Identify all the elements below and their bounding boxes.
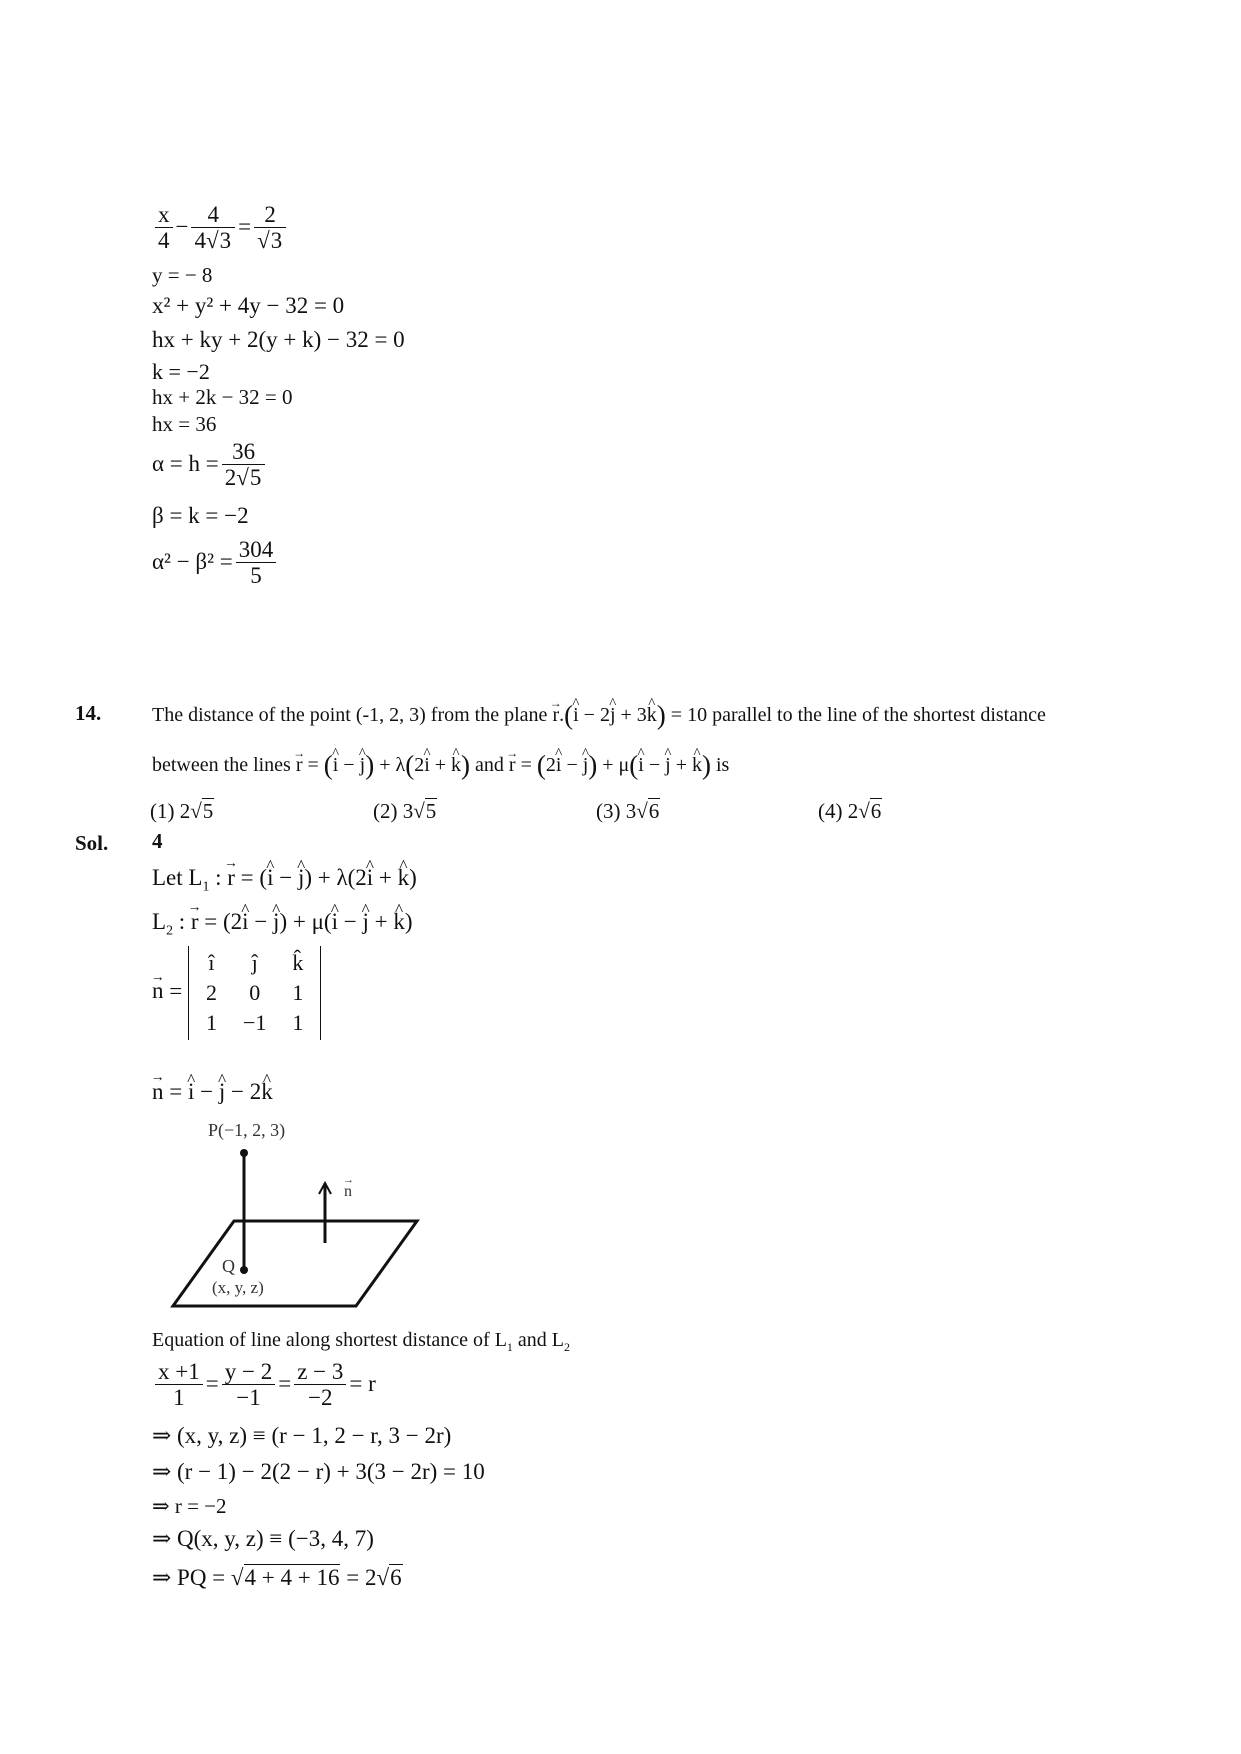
solution-label: Sol.: [75, 831, 109, 855]
eq-line-3: x² + y² + 4y − 32 = 0: [152, 293, 345, 318]
eq-line-9: β = k = −2: [152, 503, 249, 528]
eq-line-10: α² − β² = $\frac{304}{5}$: [152, 538, 279, 590]
point-q: [240, 1266, 248, 1274]
point-p-label: P(−1, 2, 3): [208, 1120, 286, 1140]
question-line-1: The distance of the point (-1, 2, 3) from the plane r →.(i ^ − 2j ^ + 3k ^) = 10 parallel to the line of the shortest distance: [152, 700, 1046, 731]
fraction: $\frac{y - 2}{-1}$: [222, 1360, 275, 1412]
fraction: $\frac{4}{4√3}$: [191, 203, 235, 255]
fraction: $\frac{36}{2√5}$: [222, 440, 266, 492]
fraction: $\frac{x}{4}$: [155, 203, 173, 255]
line-ratio-equation: $\frac{x +1}{1}$ = $\frac{y - 2}{-1}$ = $\frac{z - 3}{-2}$ = r: [152, 1360, 376, 1412]
point-p: [240, 1149, 248, 1157]
step-5: ⇒ PQ = √4 + 4 + 16 = 2√6: [152, 1565, 402, 1590]
step-2: ⇒ (r − 1) − 2(2 − r) + 3(3 − 2r) = 10: [152, 1459, 485, 1484]
line-1-equation: r → = (i ^ − j ^) + λ(2i ^ + k ^): [296, 754, 475, 776]
normal-label: n: [344, 1183, 352, 1200]
normal-label-arrow: →: [343, 1174, 354, 1186]
normal-determinant: n → = î ĵ k̂ 2 0 1 1 −1 1: [152, 946, 321, 1040]
question-line-2: between the lines r → = (i ^ − j ^) + λ(2i ^ + k ^) and r → = (2i ^ − j ^) + μ(i ^ − j ^ + k ^) is: [152, 750, 729, 781]
option-4: (4) 2√6: [818, 799, 882, 823]
step-1: ⇒ (x, y, z) ≡ (r − 1, 2 − r, 3 − 2r): [152, 1423, 452, 1448]
line-l2-definition: $L_2$ : r → = (2i ^ − j ^) + μ(i ^ − j ^ + k ^): [152, 910, 412, 937]
point-q-label: Q: [222, 1256, 235, 1276]
option-1: (1) 2√5: [150, 799, 214, 823]
step-4: ⇒ Q(x, y, z) ≡ (−3, 4, 7): [152, 1526, 374, 1551]
line-l1-definition: Let $L_1$ : r → = (i ^ − j ^) + λ(2i ^ + k ^): [152, 866, 417, 893]
fraction: $\frac{z - 3}{-2}$: [294, 1360, 346, 1412]
step-3: ⇒ r = −2: [152, 1494, 227, 1518]
plane-diagram: [160, 1110, 440, 1320]
normal-vector-result: n → = i ^ − j ^ − 2k ^: [152, 1080, 273, 1103]
line-2-equation: r → = (2i ^ − j ^) + μ(i ^ − j ^ + k ^): [509, 754, 716, 776]
eq-line-1: $\frac{x}{4}$ − $\frac{4}{4√3}$ = $\frac{2}{√3}$: [152, 203, 289, 255]
option-2: (2) 3√5: [373, 799, 437, 823]
eq-line-6: hx + 2k − 32 = 0: [152, 385, 293, 409]
solution-answer: 4: [152, 829, 163, 853]
fraction: $\frac{x +1}{1}$: [155, 1360, 203, 1412]
eq-line-2: y = − 8: [152, 263, 213, 287]
equation-description: Equation of line along shortest distance of $L_1$ and $L_2$: [152, 1329, 571, 1354]
plane-shape: [173, 1221, 417, 1306]
option-3: (3) 3√6: [596, 799, 660, 823]
question-number: 14.: [75, 701, 102, 725]
eq-line-7: hx = 36: [152, 412, 217, 436]
point-q-coords: (x, y, z): [212, 1278, 264, 1297]
eq-line-8: α = h = $\frac{36}{2√5}$: [152, 440, 268, 492]
fraction: $\frac{304}{5}$: [236, 538, 277, 590]
determinant-matrix: î ĵ k̂ 2 0 1 1 −1 1: [188, 946, 321, 1040]
fraction: $\frac{2}{√3}$: [254, 203, 286, 255]
plane-equation: r →.(i ^ − 2j ^ + 3k ^) = 10: [552, 704, 712, 726]
eq-line-5: k = −2: [152, 359, 210, 384]
eq-line-4: hx + ky + 2(y + k) − 32 = 0: [152, 327, 405, 352]
